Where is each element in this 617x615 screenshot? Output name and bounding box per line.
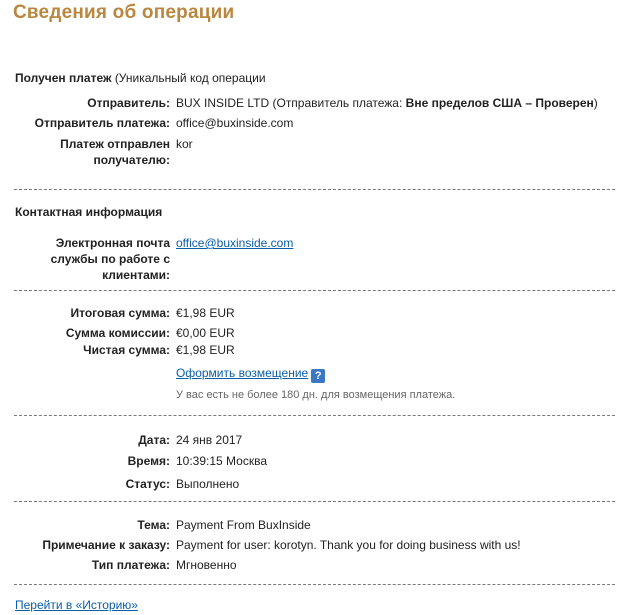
contact-heading: Контактная информация (15, 205, 163, 219)
sender-name: BUX INSIDE LTD (176, 96, 270, 110)
payer-email-value: office@buxinside.com (176, 116, 294, 130)
sender-status-value: Вне пределов США – Проверен (405, 96, 594, 110)
sender-label: Отправитель: (87, 96, 170, 110)
fee-label: Сумма комиссии: (65, 326, 170, 340)
payment-type-value: Мгновенно (176, 558, 237, 572)
support-email-label: Электронная почта службы по работе с клиентами: (50, 236, 170, 282)
net-value: €1,98 EUR (176, 343, 235, 357)
date-value: 24 янв 2017 (176, 433, 243, 447)
total-value: €1,98 EUR (176, 306, 235, 320)
status-label: Статус: (125, 477, 170, 491)
sender-status-suffix: ) (593, 96, 598, 110)
separator (14, 584, 615, 585)
payment-received-label: Получен платеж (15, 71, 112, 85)
payer-email-label: Отправитель платежа: (34, 116, 170, 130)
page-title: Сведения об операции (13, 2, 235, 23)
payment-type-label: Тип платежа: (91, 558, 170, 572)
time-value: 10:39:15 Москва (176, 454, 268, 468)
sender-status-prefix: (Отправитель платежа: (272, 96, 403, 110)
sender-value (176, 95, 598, 111)
total-label: Итоговая сумма: (70, 306, 170, 320)
separator (14, 501, 615, 502)
separator (14, 415, 615, 416)
order-note-label: Примечание к заказу: (42, 538, 170, 552)
refund-note: У вас есть не более 180 дн. для возмещения платежа. (176, 389, 456, 401)
separator (14, 189, 615, 190)
help-icon[interactable]: ? (311, 369, 325, 383)
support-email-link[interactable]: office@buxinside.com (176, 236, 294, 250)
transaction-id-prefix: (Уникальный код операции (114, 71, 266, 85)
transaction-id-redacted (269, 74, 387, 84)
separator (14, 290, 615, 291)
sent-to-label: Платеж отправлен получателю: (60, 137, 170, 167)
refund-row (176, 365, 325, 383)
payment-received-line (15, 71, 387, 85)
fee-value: €0,00 EUR (176, 326, 235, 340)
refund-link[interactable]: Оформить возмещение (176, 366, 309, 380)
status-value: Выполнено (176, 477, 240, 491)
sent-to-value: kor (176, 137, 193, 151)
time-label: Время: (127, 454, 170, 468)
history-link[interactable]: Перейти в «Историю» (15, 598, 138, 612)
net-label: Чистая сумма: (83, 343, 170, 357)
date-label: Дата: (138, 433, 170, 447)
subject-value: Payment From BuxInside (176, 518, 311, 532)
subject-label: Тема: (137, 518, 170, 532)
order-note-value: Payment for user: korotyn. Thank you for doing business with us! (176, 538, 521, 552)
